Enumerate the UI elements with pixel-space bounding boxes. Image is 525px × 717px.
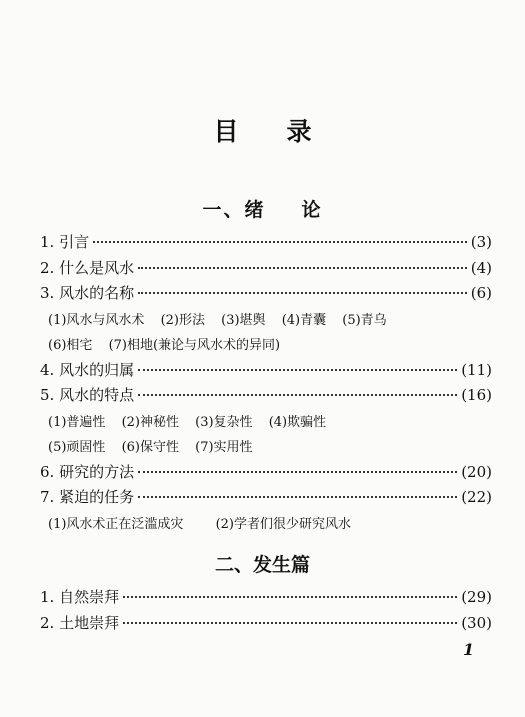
toc-entry-page: (3) bbox=[470, 233, 492, 251]
toc-entry-page: (30) bbox=[461, 613, 492, 632]
toc-entry[interactable] bbox=[40, 282, 492, 308]
toc-subentry: (2)形法 bbox=[160, 312, 205, 328]
toc-entry-label: 4. 风水的归属 bbox=[40, 360, 135, 379]
toc-subentries bbox=[40, 308, 492, 334]
toc-subentry: (1)风水术正在泛滥成灾 bbox=[48, 516, 184, 532]
toc-entry-page: (4) bbox=[470, 258, 492, 277]
leader-dots bbox=[123, 595, 457, 598]
toc-subentry: (4)青囊 bbox=[281, 312, 327, 328]
toc-entry[interactable] bbox=[40, 231, 492, 257]
toc-entry[interactable] bbox=[40, 461, 492, 487]
toc-entry[interactable] bbox=[40, 359, 492, 385]
toc-entry-label: 3. 风水的名称 bbox=[40, 284, 135, 302]
toc-entry[interactable] bbox=[40, 586, 492, 612]
toc-subentry: (5)青乌 bbox=[342, 312, 387, 328]
toc-subentry: (2)学者们很少研究风水 bbox=[215, 516, 351, 532]
leader-dots bbox=[138, 495, 457, 498]
leader-dots bbox=[138, 393, 457, 396]
toc-subentry: (2)神秘性 bbox=[121, 414, 179, 430]
toc-subentry: (4)欺骗性 bbox=[268, 414, 327, 430]
toc-subentry: (6)相宅 bbox=[48, 338, 93, 353]
leader-dots bbox=[123, 621, 457, 624]
toc-entry-page: (20) bbox=[461, 462, 492, 481]
toc-subentry: (7)实用性 bbox=[195, 440, 253, 455]
toc-entry-page: (29) bbox=[461, 588, 492, 606]
toc-subentry: (7)相地(兼论与风水术的异同) bbox=[108, 338, 281, 353]
toc-entry[interactable] bbox=[40, 612, 492, 638]
toc-entry-label: 5. 风水的特点 bbox=[40, 386, 135, 404]
section-heading-part: 一、绪 bbox=[202, 199, 266, 221]
toc-entry-page: (16) bbox=[461, 386, 492, 404]
leader-dots bbox=[138, 266, 467, 269]
toc-entry[interactable] bbox=[40, 384, 492, 410]
toc-subentries bbox=[40, 410, 492, 436]
toc-entry-label: 6. 研究的方法 bbox=[40, 462, 135, 481]
leader-dots bbox=[138, 368, 457, 371]
toc-subentry: (6)保守性 bbox=[121, 440, 179, 455]
leader-dots bbox=[138, 291, 467, 294]
toc-entry-page: (11) bbox=[461, 360, 492, 379]
toc-subentry: (3)堪舆 bbox=[221, 312, 266, 328]
toc-subentries bbox=[40, 435, 492, 461]
leader-dots bbox=[93, 240, 467, 243]
toc-entry-label: 1. 自然崇拜 bbox=[40, 588, 120, 606]
toc-subentry: (3)复杂性 bbox=[195, 414, 253, 430]
toc-entry-label: 7. 紧迫的任务 bbox=[40, 488, 135, 506]
toc-entry-label: 1. 引言 bbox=[40, 233, 90, 251]
toc-subentry: (1)普遍性 bbox=[48, 414, 106, 430]
section-heading-origin: 二、发生篇 bbox=[214, 554, 310, 576]
toc-entry-label: 2. 土地崇拜 bbox=[40, 613, 120, 632]
toc-entry-page: (22) bbox=[461, 488, 492, 506]
toc-entry[interactable] bbox=[40, 257, 492, 283]
section-heading-part: 论 bbox=[301, 199, 323, 221]
toc-subentries bbox=[40, 512, 492, 538]
page-title bbox=[0, 112, 525, 148]
section-heading-intro bbox=[0, 195, 525, 222]
page-number: 1 bbox=[463, 640, 475, 659]
toc-entry[interactable] bbox=[40, 486, 492, 512]
leader-dots bbox=[138, 470, 457, 473]
title-char: 录 bbox=[286, 117, 360, 146]
toc-section-intro bbox=[40, 231, 492, 537]
toc-section-origin bbox=[40, 586, 492, 637]
title-char: 目 bbox=[213, 117, 287, 146]
toc-subentry: (5)顽固性 bbox=[48, 440, 106, 455]
toc-subentries bbox=[40, 333, 492, 359]
toc-entry-page: (6) bbox=[470, 284, 492, 302]
toc-subentry: (1)风水与风水术 bbox=[48, 312, 145, 328]
toc-entry-label: 2. 什么是风水 bbox=[40, 258, 135, 277]
